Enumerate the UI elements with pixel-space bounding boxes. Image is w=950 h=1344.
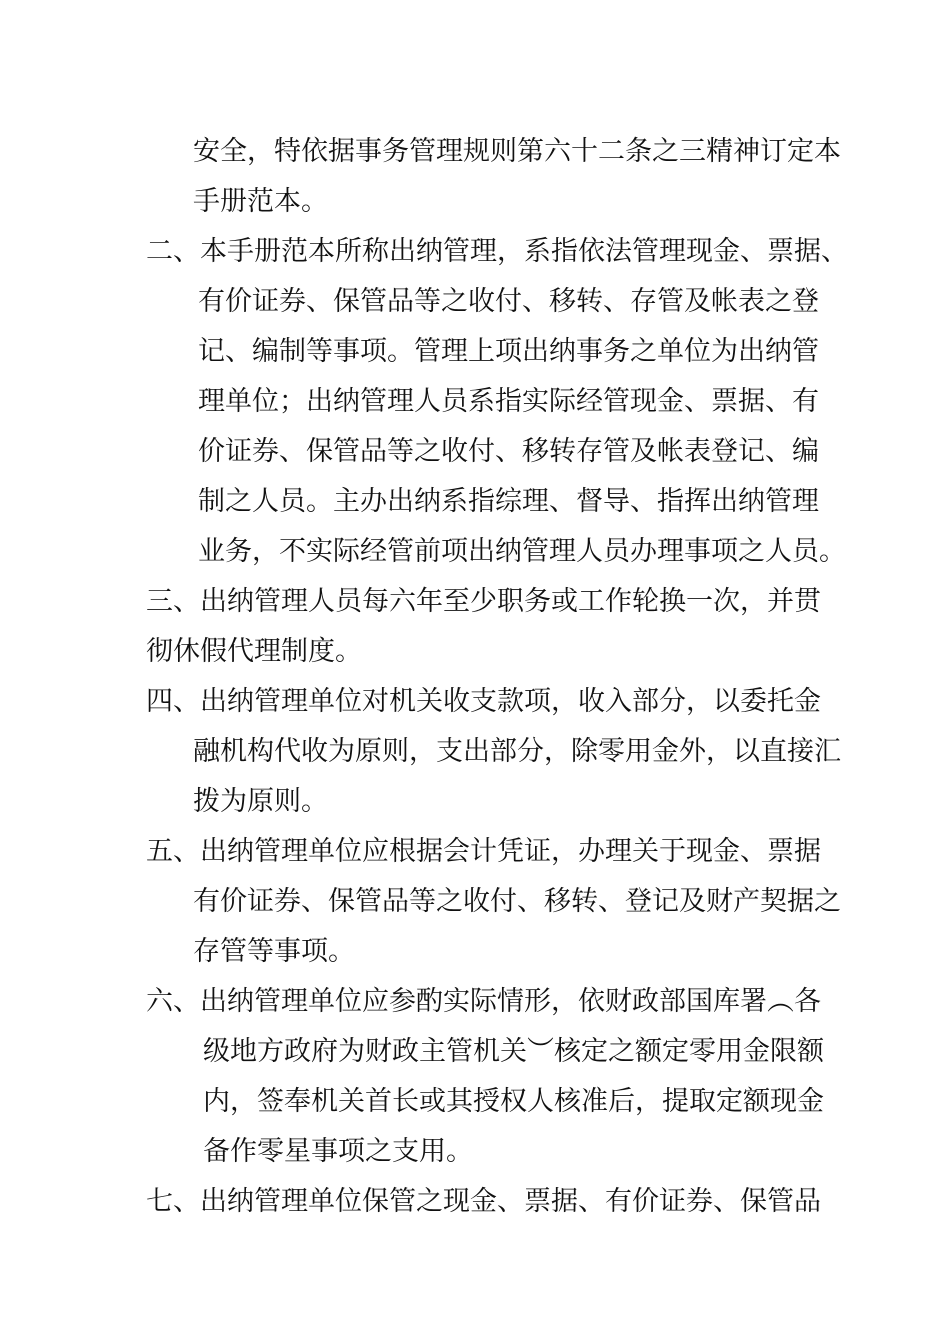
item-5-line-2: 有价证券、保管品等之收付、移转、登记及财产契据之 bbox=[193, 886, 841, 917]
text-line-1: 安全，特依据事务管理规则第六十二条之三精神订定本 bbox=[193, 136, 841, 167]
item-2-line-5: 价证券、保管品等之收付、移转存管及帐表登记、编 bbox=[198, 436, 819, 467]
item-2-line-1: 二、本手册范本所称出纳管理，系指依法管理现金、票据、 bbox=[146, 236, 848, 267]
item-4-line-2: 融机构代收为原则，支出部分，除零用金外，以直接汇 bbox=[193, 736, 841, 767]
item-5-line-1: 五、出纳管理单位应根据会计凭证，办理关于现金、票据 bbox=[146, 836, 821, 867]
item-3-line-1: 三、出纳管理人员每六年至少职务或工作轮换一次，并贯 bbox=[146, 586, 821, 617]
item-6-line-2: 级地方政府为财政主管机关︶核定之额定零用金限额 bbox=[203, 1036, 824, 1067]
item-3-line-2: 彻休假代理制度。 bbox=[146, 636, 362, 667]
item-2-line-3: 记、编制等事项。管理上项出纳事务之单位为出纳管 bbox=[198, 336, 819, 367]
item-5-line-3: 存管等事项。 bbox=[193, 936, 355, 967]
item-2-line-6: 制之人员。主办出纳系指综理、督导、指挥出纳管理 bbox=[198, 486, 819, 517]
item-4-line-3: 拨为原则。 bbox=[193, 786, 328, 817]
item-6-line-4: 备作零星事项之支用。 bbox=[203, 1136, 473, 1167]
item-6-line-3: 内，签奉机关首长或其授权人核准后，提取定额现金 bbox=[203, 1086, 824, 1117]
item-2-line-7: 业务，不实际经管前项出纳管理人员办理事项之人员。 bbox=[198, 536, 846, 567]
item-7-line-1: 七、出纳管理单位保管之现金、票据、有价证券、保管品 bbox=[146, 1186, 821, 1217]
item-6-line-1: 六、出纳管理单位应参酌实际情形，依财政部国库署︵各 bbox=[146, 986, 821, 1017]
item-4-line-1: 四、出纳管理单位对机关收支款项，收入部分，以委托金 bbox=[146, 686, 821, 717]
item-2-line-2: 有价证券、保管品等之收付、移转、存管及帐表之登 bbox=[198, 286, 819, 317]
text-line-2: 手册范本。 bbox=[193, 186, 328, 217]
item-2-line-4: 理单位；出纳管理人员系指实际经管现金、票据、有 bbox=[198, 386, 819, 417]
